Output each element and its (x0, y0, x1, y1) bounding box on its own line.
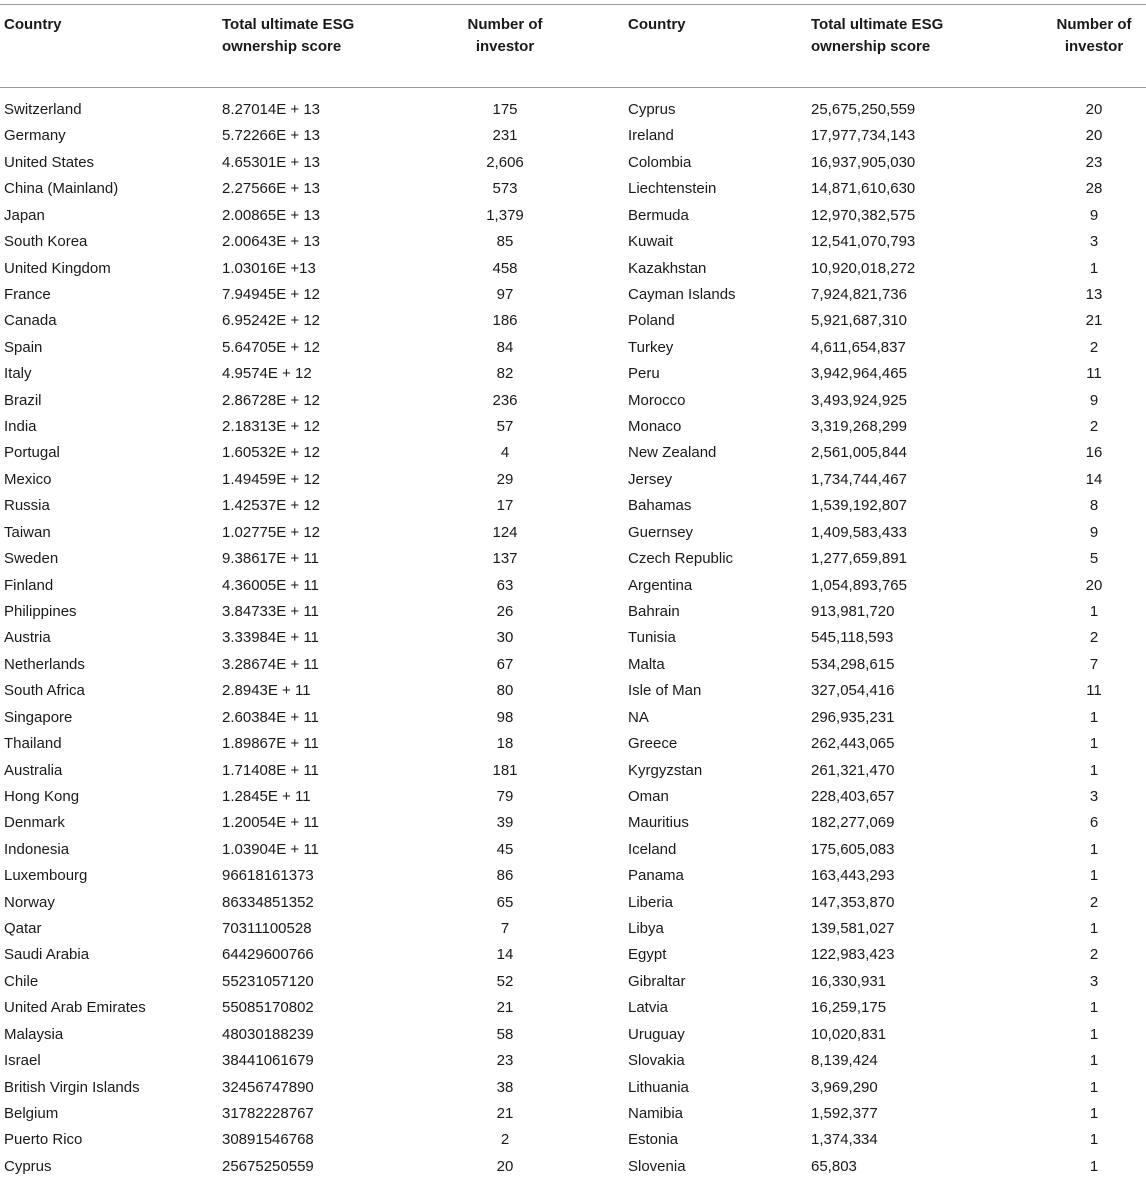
score-cell: 10,920,018,272 (811, 259, 916, 277)
country-cell: Malta (628, 655, 665, 673)
country-cell: Morocco (628, 391, 686, 409)
country-cell: Slovakia (628, 1052, 685, 1070)
investor-count-cell: 2 (1089, 629, 1099, 647)
investor-count-cell: 231 (492, 127, 518, 145)
table-row (0, 837, 1146, 863)
country-cell: Gibraltar (628, 972, 686, 990)
investor-count-cell: 80 (496, 682, 514, 700)
investor-count-cell: 11 (1086, 682, 1102, 700)
table-row (0, 493, 1146, 519)
table-row (0, 256, 1146, 282)
country-cell: Isle of Man (628, 682, 702, 700)
country-cell: Canada (4, 312, 57, 330)
score-cell: 3.28674E + 11 (222, 655, 319, 673)
country-cell: Malaysia (4, 1025, 64, 1043)
table-row (0, 335, 1146, 361)
header-score-right: Total ultimate ESG ownership score (811, 16, 944, 55)
investor-count-cell: 1 (1089, 867, 1099, 885)
investor-count-cell: 1 (1089, 840, 1099, 858)
country-cell: Brazil (4, 391, 42, 409)
country-cell: Cyprus (628, 101, 676, 118)
investor-count-cell: 1 (1089, 999, 1099, 1017)
country-cell: Netherlands (4, 655, 85, 673)
table-row (0, 652, 1146, 678)
investor-count-cell: 21 (496, 999, 514, 1017)
score-cell: 2.86728E + 12 (222, 391, 321, 409)
investor-count-cell: 2 (1089, 893, 1099, 911)
investor-count-cell: 86 (496, 867, 514, 885)
investor-count-cell: 181 (492, 761, 518, 779)
table-row (0, 414, 1146, 440)
table-row (0, 1075, 1146, 1101)
investor-count-cell: 14 (496, 946, 514, 964)
country-cell: Estonia (628, 1131, 679, 1149)
score-cell: 1.60532E + 12 (222, 444, 321, 462)
country-cell: Finland (4, 576, 54, 594)
investor-count-cell: 21 (1085, 312, 1103, 330)
header-country-left: Country (4, 16, 62, 33)
investor-count-cell: 2 (1089, 946, 1099, 964)
table-row (0, 150, 1146, 176)
header-score-left: Total ultimate ESG ownership score (222, 16, 355, 55)
score-cell: 12,970,382,575 (811, 206, 916, 224)
score-cell: 16,259,175 (811, 999, 887, 1017)
country-cell: Sweden (4, 550, 59, 568)
investor-count-cell: 2 (1089, 338, 1099, 356)
country-cell: Chile (4, 972, 39, 990)
score-cell: 182,277,069 (811, 814, 895, 832)
score-cell: 5.72266E + 13 (222, 127, 321, 145)
score-cell: 10,020,831 (811, 1025, 887, 1043)
table-row (0, 969, 1146, 995)
country-cell: Denmark (4, 814, 65, 832)
country-cell: Thailand (4, 735, 62, 753)
score-cell: 534,298,615 (811, 655, 895, 673)
country-cell: Egypt (628, 946, 667, 964)
score-cell: 1.2845E + 11 (222, 787, 311, 805)
investor-count-cell: 21 (496, 1104, 514, 1122)
score-cell: 1,539,192,807 (811, 497, 907, 515)
investor-count-cell: 9 (1089, 523, 1099, 541)
investor-count-cell: 5 (1089, 550, 1099, 568)
investor-count-cell: 1 (1089, 1025, 1099, 1043)
investor-count-cell: 18 (496, 735, 514, 753)
country-cell: Bahrain (628, 602, 680, 620)
investor-count-cell: 29 (496, 470, 514, 488)
investor-count-cell: 7 (1089, 655, 1099, 673)
table-row (0, 678, 1146, 704)
country-cell: Kazakhstan (628, 259, 707, 277)
investor-count-cell: 58 (496, 1025, 514, 1043)
country-cell: Poland (628, 312, 675, 330)
table-row (0, 1154, 1146, 1180)
investor-count-cell: 1 (1089, 708, 1099, 726)
investor-count-cell: 23 (496, 1052, 514, 1070)
country-cell: Peru (628, 365, 660, 383)
investor-count-cell: 1 (1089, 920, 1099, 938)
table-row (0, 1022, 1146, 1048)
table-row (0, 176, 1146, 202)
table-row (0, 467, 1146, 493)
score-cell: 4.9574E + 12 (222, 365, 312, 383)
country-cell: Guernsey (628, 523, 694, 541)
country-cell: Switzerland (4, 101, 82, 118)
investor-count-cell: 16 (1085, 444, 1103, 462)
table-row (0, 942, 1146, 968)
investor-count-cell: 52 (496, 972, 514, 990)
score-cell: 261,321,470 (811, 761, 895, 779)
country-cell: Luxembourg (4, 867, 88, 885)
investor-count-cell: 124 (492, 523, 518, 541)
country-cell: Bahamas (628, 497, 692, 515)
score-cell: 25675250559 (222, 1157, 314, 1175)
investor-count-cell: 11 (1086, 365, 1102, 383)
investor-count-cell: 9 (1089, 391, 1099, 409)
investor-count-cell: 97 (496, 285, 514, 303)
score-cell: 30891546768 (222, 1131, 314, 1149)
score-cell: 96618161373 (222, 867, 314, 885)
country-cell: Iceland (628, 840, 677, 858)
table-row (0, 388, 1146, 414)
score-cell: 3.33984E + 11 (222, 629, 319, 647)
country-cell: Libya (628, 920, 664, 938)
country-cell: South Africa (4, 682, 85, 700)
score-cell: 3,969,290 (811, 1078, 878, 1096)
score-cell: 3.84733E + 11 (222, 602, 319, 620)
score-cell: 4.65301E + 13 (222, 153, 321, 171)
country-cell: Taiwan (4, 523, 51, 541)
investor-count-cell: 1 (1089, 602, 1099, 620)
investor-count-cell: 236 (492, 391, 518, 409)
header-investor-left: Number of investor (467, 16, 543, 55)
country-cell: Colombia (628, 153, 692, 171)
country-cell: Lithuania (628, 1078, 689, 1096)
score-cell: 48030188239 (222, 1025, 314, 1043)
investor-count-cell: 1 (1089, 761, 1099, 779)
country-cell: United Arab Emirates (4, 999, 146, 1017)
investor-count-cell: 8 (1089, 497, 1099, 515)
country-cell: Spain (4, 338, 43, 356)
country-cell: Cyprus (4, 1157, 52, 1175)
header-country-right: Country (628, 16, 686, 33)
country-cell: Turkey (628, 338, 674, 356)
country-cell: Israel (4, 1052, 41, 1070)
score-cell: 25,675,250,559 (811, 101, 916, 118)
investor-count-cell: 1 (1089, 735, 1099, 753)
investor-count-cell: 7 (500, 920, 510, 938)
table-row (0, 546, 1146, 572)
score-cell: 2.00865E + 13 (222, 206, 321, 224)
score-cell: 1.02775E + 12 (222, 523, 321, 541)
country-cell: Oman (628, 787, 669, 805)
score-cell: 1.49459E + 12 (222, 470, 321, 488)
country-cell: Portugal (4, 444, 60, 462)
score-cell: 16,330,931 (811, 972, 887, 990)
investor-count-cell: 67 (496, 655, 514, 673)
country-cell: Argentina (628, 576, 693, 594)
table-row (0, 520, 1146, 546)
score-cell: 5.64705E + 12 (222, 338, 321, 356)
score-cell: 32456747890 (222, 1078, 314, 1096)
score-cell: 1.42537E + 12 (222, 497, 321, 515)
table-row (0, 308, 1146, 334)
country-cell: Singapore (4, 708, 73, 726)
score-cell: 16,937,905,030 (811, 153, 916, 171)
score-cell: 38441061679 (222, 1052, 314, 1070)
country-cell: Cayman Islands (628, 285, 736, 303)
country-cell: Philippines (4, 602, 77, 620)
country-cell: Germany (4, 127, 66, 145)
country-cell: Greece (628, 735, 678, 753)
score-cell: 1,592,377 (811, 1104, 878, 1122)
investor-count-cell: 63 (496, 576, 514, 594)
country-cell: Indonesia (4, 840, 70, 858)
score-cell: 228,403,657 (811, 787, 895, 805)
table-row (0, 890, 1146, 916)
table-row (0, 440, 1146, 466)
country-cell: Australia (4, 761, 63, 779)
table-row (0, 1127, 1146, 1153)
country-cell: Norway (4, 893, 55, 911)
country-cell: New Zealand (628, 444, 717, 462)
score-cell: 55231057120 (222, 972, 314, 990)
header-investor-right: Number of investor (1056, 16, 1132, 55)
investor-count-cell: 2 (500, 1131, 510, 1149)
country-cell: Kyrgyzstan (628, 761, 703, 779)
country-cell: China (Mainland) (4, 180, 119, 198)
score-cell: 7.94945E + 12 (222, 285, 321, 303)
country-cell: Qatar (4, 920, 42, 938)
investor-count-cell: 573 (492, 180, 518, 198)
score-cell: 122,983,423 (811, 946, 895, 964)
score-cell: 8.27014E + 13 (222, 101, 321, 118)
investor-count-cell: 175 (492, 101, 518, 118)
score-cell: 139,581,027 (811, 920, 895, 938)
investor-count-cell: 2 (1089, 418, 1099, 436)
table-row (0, 203, 1146, 229)
investor-count-cell: 84 (496, 338, 514, 356)
country-cell: Monaco (628, 418, 682, 436)
investor-count-cell: 1,379 (486, 206, 524, 224)
table-row (0, 1101, 1146, 1127)
score-cell: 65,803 (811, 1157, 857, 1175)
table-row (0, 863, 1146, 889)
investor-count-cell: 45 (496, 840, 514, 858)
investor-count-cell: 1 (1089, 1052, 1099, 1070)
country-cell: Tunisia (628, 629, 676, 647)
investor-count-cell: 98 (496, 708, 514, 726)
country-cell: Czech Republic (628, 550, 734, 568)
table-row (0, 916, 1146, 942)
investor-count-cell: 3 (1089, 972, 1099, 990)
score-cell: 1.71408E + 11 (222, 761, 319, 779)
investor-count-cell: 23 (1085, 153, 1103, 171)
investor-count-cell: 65 (496, 893, 514, 911)
investor-count-cell: 137 (492, 550, 518, 568)
country-cell: Hong Kong (4, 787, 80, 805)
country-cell: Belgium (4, 1104, 59, 1122)
table-row (0, 229, 1146, 255)
score-cell: 12,541,070,793 (811, 233, 916, 251)
country-cell: British Virgin Islands (4, 1078, 140, 1096)
score-cell: 545,118,593 (811, 629, 894, 647)
investor-count-cell: 1 (1089, 259, 1099, 277)
country-cell: Ireland (628, 127, 674, 145)
score-cell: 1,054,893,765 (811, 576, 907, 594)
investor-count-cell: 9 (1089, 206, 1099, 224)
table-row (0, 625, 1146, 651)
score-cell: 1.20054E + 11 (222, 814, 319, 832)
score-cell: 2.27566E + 13 (222, 180, 321, 198)
country-cell: Austria (4, 629, 51, 647)
table-row (0, 123, 1146, 149)
score-cell: 147,353,870 (811, 893, 895, 911)
country-cell: India (4, 418, 37, 436)
score-cell: 3,942,964,465 (811, 365, 907, 383)
investor-count-cell: 30 (496, 629, 514, 647)
country-cell: Uruguay (628, 1025, 685, 1043)
investor-count-cell: 26 (496, 602, 514, 620)
investor-count-cell: 1 (1089, 1131, 1099, 1149)
investor-count-cell: 38 (496, 1078, 514, 1096)
country-cell: Japan (4, 206, 45, 224)
score-cell: 1,374,334 (811, 1131, 878, 1149)
score-cell: 3,493,924,925 (811, 391, 907, 409)
table-row (0, 731, 1146, 757)
investor-count-cell: 6 (1089, 814, 1099, 832)
table-row (0, 784, 1146, 810)
table-row (0, 599, 1146, 625)
country-cell: Namibia (628, 1104, 684, 1122)
header-bottom-rule (0, 87, 1146, 88)
country-cell: United Kingdom (4, 259, 111, 277)
investor-count-cell: 1 (1089, 1104, 1099, 1122)
country-cell: Mauritius (628, 814, 689, 832)
score-cell: 2.00643E + 13 (222, 233, 321, 251)
country-cell: Mexico (4, 470, 52, 488)
score-cell: 1.03016E +13 (222, 259, 316, 277)
score-cell: 4,611,654,837 (811, 338, 906, 356)
score-cell: 9.38617E + 11 (222, 550, 319, 568)
country-cell: Russia (4, 497, 50, 515)
investor-count-cell: 28 (1085, 180, 1103, 198)
table-row (0, 97, 1146, 123)
table-row (0, 361, 1146, 387)
score-cell: 2.8943E + 11 (222, 682, 311, 700)
table-row (0, 758, 1146, 784)
score-cell: 175,605,083 (811, 840, 895, 858)
score-cell: 296,935,231 (811, 708, 895, 726)
score-cell: 70311100528 (222, 920, 312, 938)
country-cell: South Korea (4, 233, 88, 251)
score-cell: 327,054,416 (811, 682, 895, 700)
investor-count-cell: 1 (1089, 1157, 1099, 1175)
country-cell: Italy (4, 365, 32, 383)
investor-count-cell: 458 (492, 259, 518, 277)
score-cell: 2.60384E + 11 (222, 708, 319, 726)
investor-count-cell: 2,606 (486, 153, 524, 171)
table-row (0, 705, 1146, 731)
country-cell: Bermuda (628, 206, 689, 224)
score-cell: 17,977,734,143 (811, 127, 916, 145)
score-cell: 3,319,268,299 (811, 418, 907, 436)
score-cell: 262,443,065 (811, 735, 895, 753)
country-cell: Kuwait (628, 233, 674, 251)
investor-count-cell: 13 (1085, 285, 1103, 303)
investor-count-cell: 57 (496, 418, 514, 436)
table-row (0, 282, 1146, 308)
score-cell: 2,561,005,844 (811, 444, 907, 462)
score-cell: 1,409,583,433 (811, 523, 907, 541)
score-cell: 7,924,821,736 (811, 285, 907, 303)
country-cell: Liberia (628, 893, 674, 911)
investor-count-cell: 79 (496, 787, 514, 805)
investor-count-cell: 3 (1089, 233, 1099, 251)
investor-count-cell: 39 (496, 814, 514, 832)
table-row (0, 995, 1146, 1021)
score-cell: 1.03904E + 11 (222, 840, 319, 858)
score-cell: 5,921,687,310 (811, 312, 907, 330)
country-cell: Panama (628, 867, 684, 885)
score-cell: 4.36005E + 11 (222, 576, 319, 594)
country-cell: NA (628, 708, 649, 726)
country-cell: Liechtenstein (628, 180, 717, 198)
score-cell: 64429600766 (222, 946, 314, 964)
score-cell: 1,277,659,891 (811, 550, 907, 568)
score-cell: 2.18313E + 12 (222, 418, 321, 436)
score-cell: 1.89867E + 11 (222, 735, 319, 753)
investor-count-cell: 20 (496, 1157, 514, 1175)
score-cell: 14,871,610,630 (811, 180, 916, 198)
country-cell: Puerto Rico (4, 1131, 83, 1149)
score-cell: 6.95242E + 12 (222, 312, 321, 330)
score-cell: 913,981,720 (811, 602, 895, 620)
table-row (0, 810, 1146, 836)
country-cell: Jersey (628, 470, 673, 488)
investor-count-cell: 20 (1085, 127, 1103, 145)
country-cell: France (4, 285, 51, 303)
score-cell: 8,139,424 (811, 1052, 878, 1070)
investor-count-cell: 20 (1085, 576, 1103, 594)
investor-count-cell: 1 (1089, 1078, 1099, 1096)
score-cell: 163,443,293 (811, 867, 895, 885)
investor-count-cell: 14 (1085, 470, 1103, 488)
country-cell: Slovenia (628, 1157, 686, 1175)
score-cell: 86334851352 (222, 893, 314, 911)
score-cell: 1,734,744,467 (811, 470, 907, 488)
country-cell: United States (4, 153, 95, 171)
table-top-rule (0, 4, 1146, 5)
investor-count-cell: 17 (496, 497, 514, 515)
investor-count-cell: 85 (496, 233, 514, 251)
score-cell: 31782228767 (222, 1104, 314, 1122)
table-row (0, 1048, 1146, 1074)
country-cell: Latvia (628, 999, 669, 1017)
investor-count-cell: 82 (496, 365, 514, 383)
investor-count-cell: 3 (1089, 787, 1099, 805)
investor-count-cell: 186 (492, 312, 518, 330)
country-cell: Saudi Arabia (4, 946, 90, 964)
investor-count-cell: 4 (500, 444, 510, 462)
table-row (0, 573, 1146, 599)
score-cell: 55085170802 (222, 999, 314, 1017)
investor-count-cell: 20 (1085, 101, 1103, 118)
